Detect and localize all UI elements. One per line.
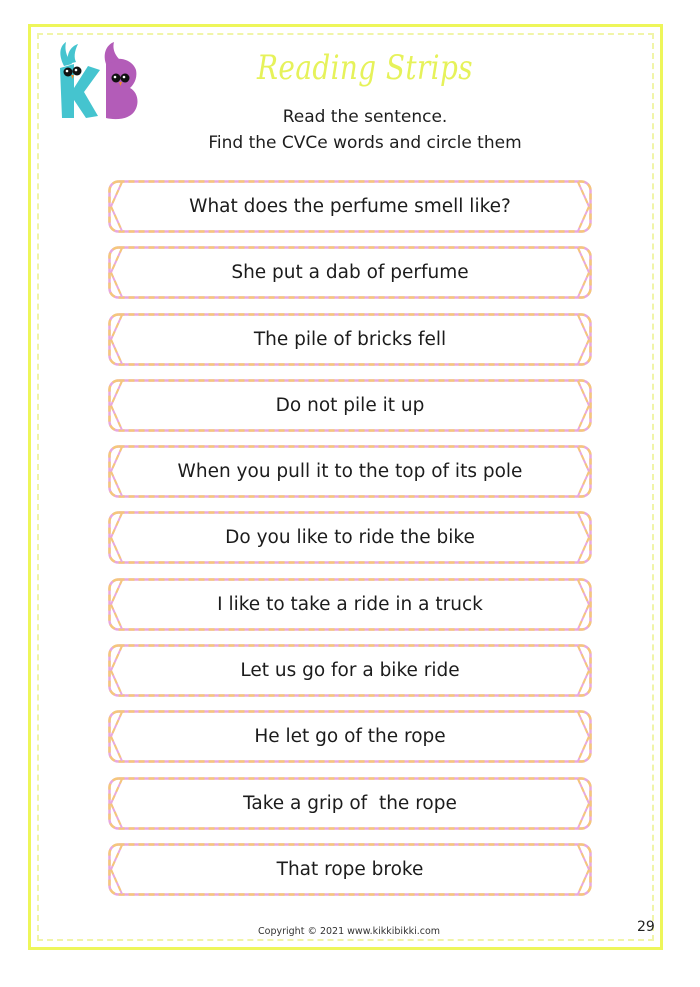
- reading-strip: [108, 379, 592, 432]
- strip-sentence: That rope broke: [276, 858, 424, 880]
- reading-strip: [108, 843, 592, 896]
- page-title: Reading Strips: [257, 48, 473, 88]
- reading-strip: [108, 644, 592, 697]
- strip-sentence: What does the perfume smell like?: [189, 196, 511, 217]
- reading-strip: [108, 710, 592, 763]
- reading-strip: [108, 777, 592, 830]
- strip-sentence: He let go of the rope: [254, 726, 446, 748]
- strip-sentence: Let us go for a bike ride: [240, 660, 460, 682]
- reading-strips-list: [108, 180, 592, 909]
- copyright-text: Copyright © 2021 www.kikkibikki.com: [258, 926, 441, 937]
- instruction-line-1: Read the sentence.: [282, 107, 448, 127]
- strip-sentence: She put a dab of perfume: [231, 262, 469, 284]
- strip-sentence: The pile of bricks fell: [253, 328, 447, 350]
- reading-strip: [108, 246, 592, 299]
- strip-sentence: Do you like to ride the bike: [225, 527, 475, 549]
- strip-sentence: When you pull it to the top of its pole: [177, 461, 523, 483]
- reading-strip: [108, 578, 592, 631]
- reading-strip: [108, 180, 592, 233]
- reading-strip: [108, 511, 592, 564]
- strip-sentence: Do not pile it up: [275, 394, 425, 416]
- page-number: 29: [637, 919, 655, 935]
- strip-sentence: Take a grip of the rope: [243, 792, 457, 814]
- instruction-line-2: Find the CVCe words and circle them: [208, 133, 522, 153]
- strip-sentence: I like to take a ride in a truck: [217, 593, 483, 615]
- reading-strip: [108, 313, 592, 366]
- reading-strip: [108, 445, 592, 498]
